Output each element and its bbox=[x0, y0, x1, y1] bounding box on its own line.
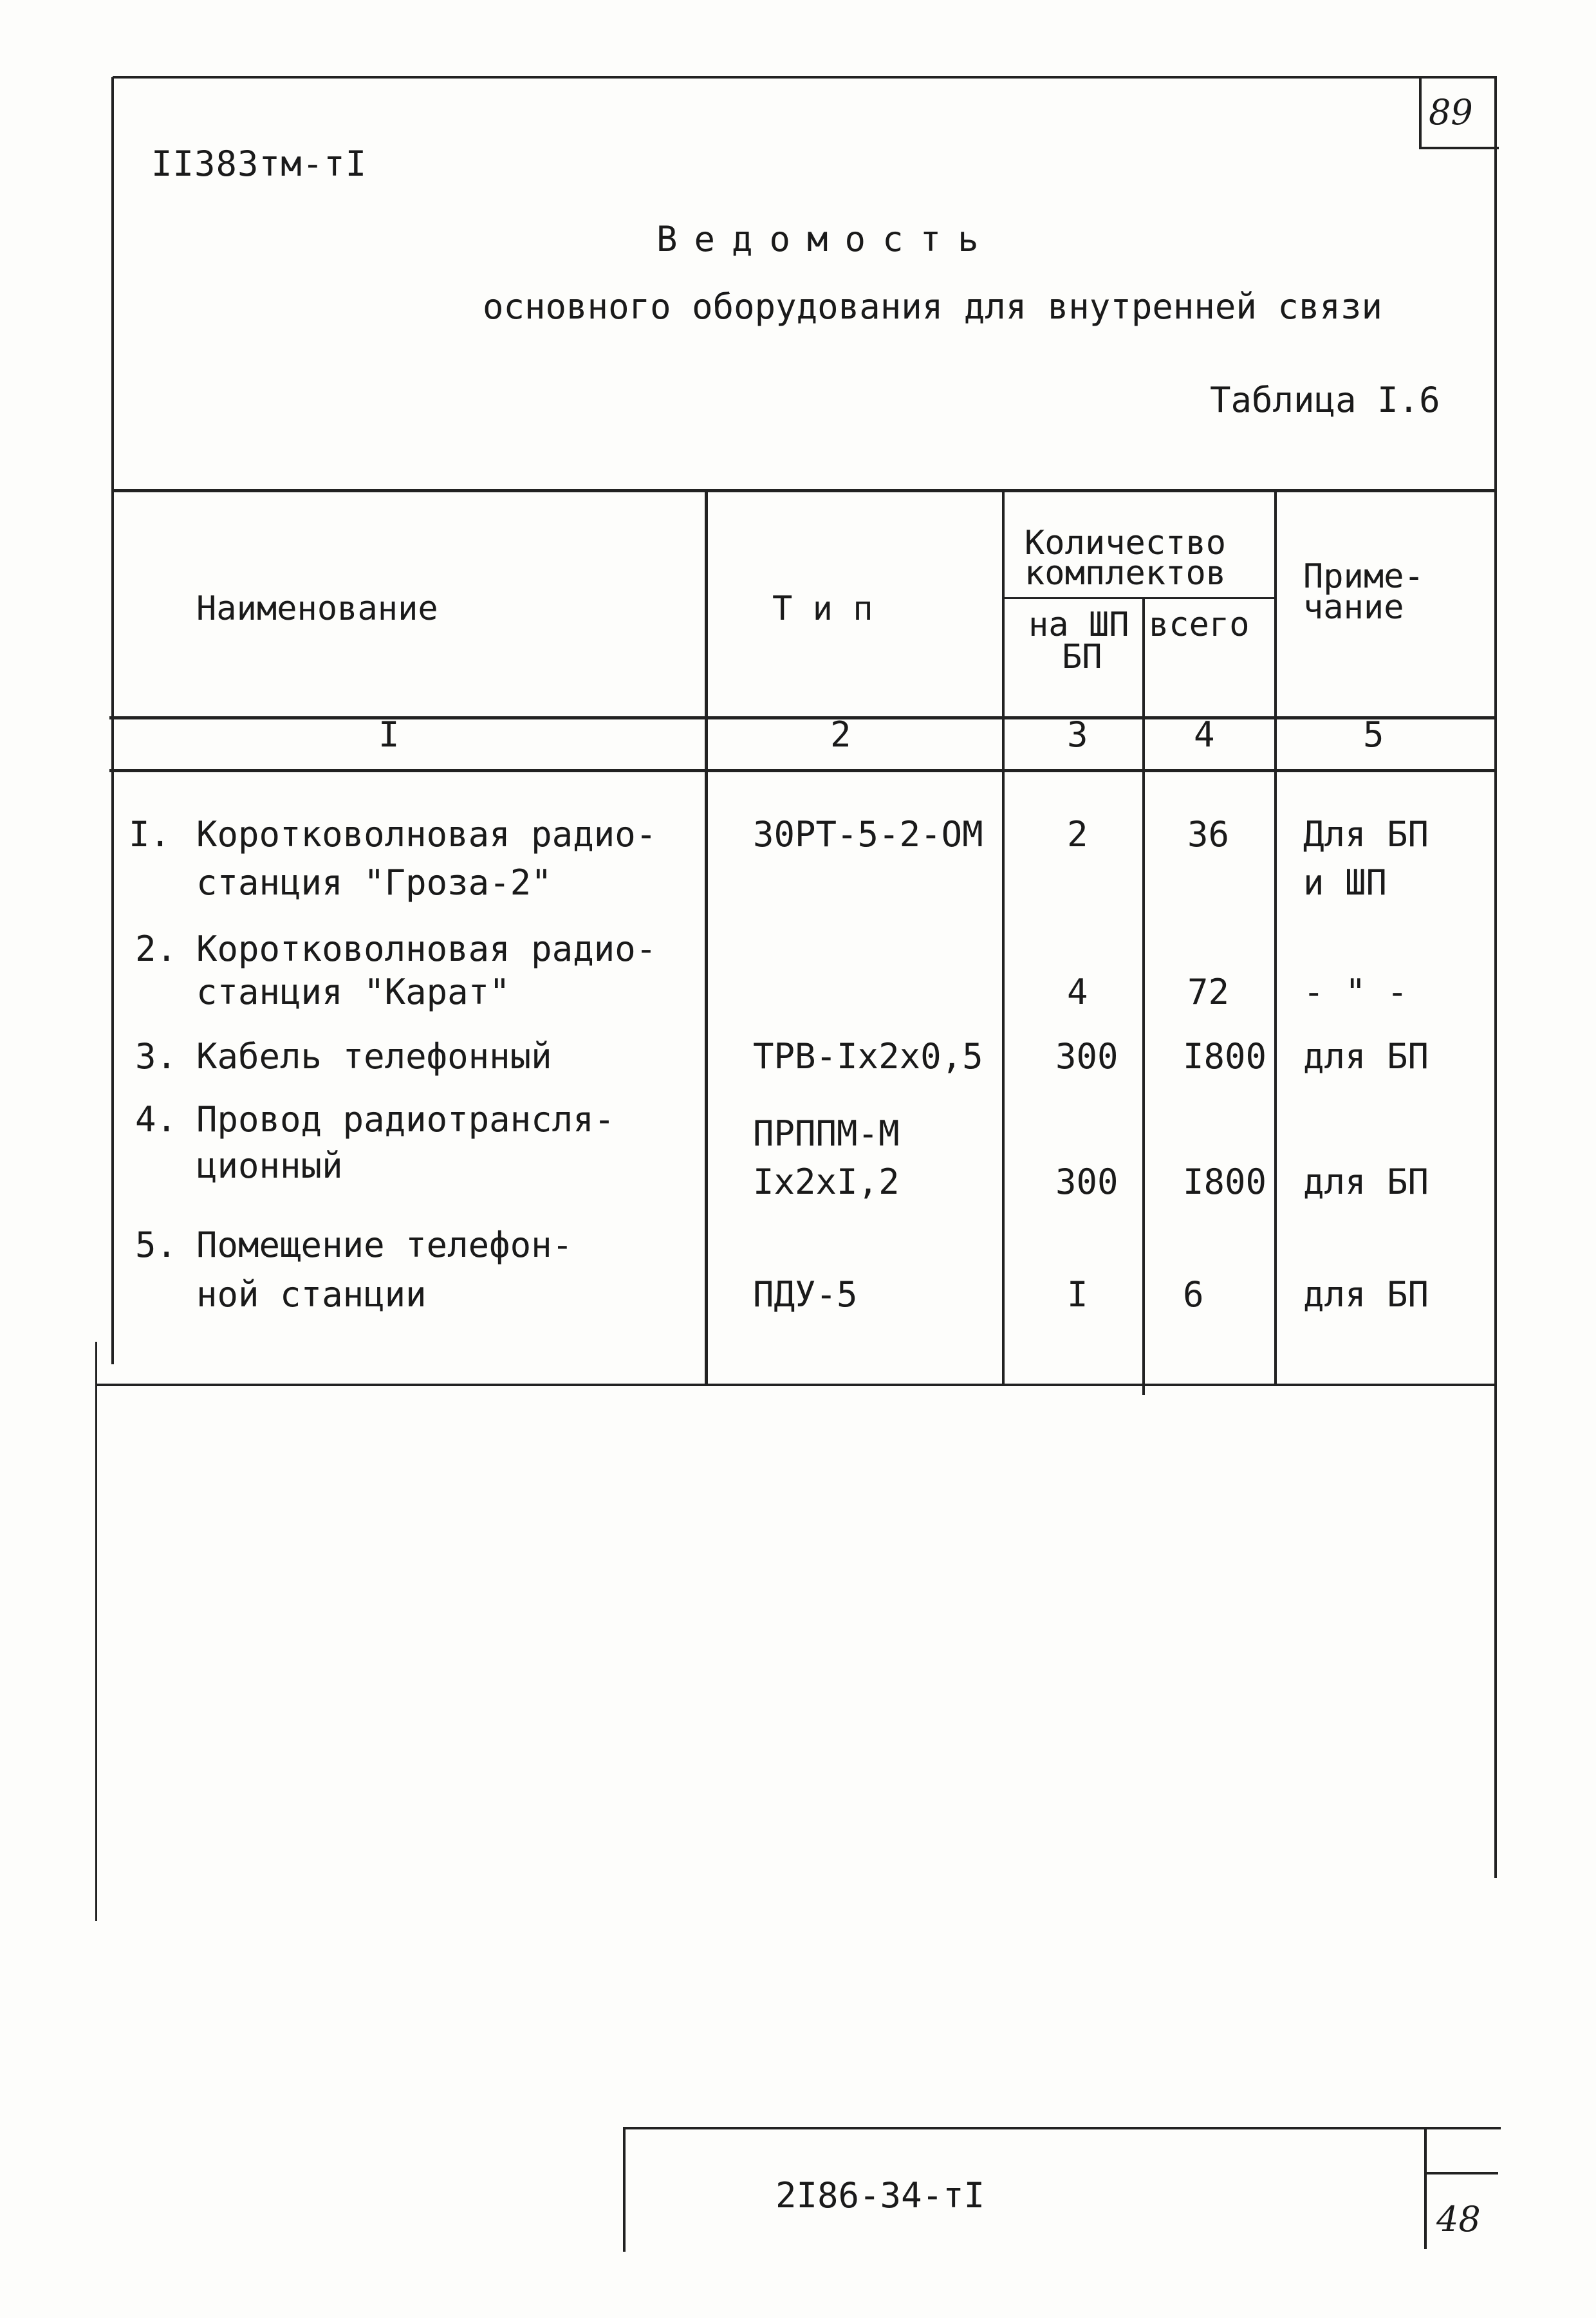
document-title: Ведомость bbox=[656, 219, 996, 259]
column-number-4: 4 bbox=[1194, 714, 1215, 755]
row-number: 3. bbox=[135, 1036, 178, 1077]
stamp-divider bbox=[1424, 2127, 1427, 2249]
column-number-3: 3 bbox=[1067, 714, 1088, 755]
column-number-5: 5 bbox=[1363, 714, 1384, 755]
header-type: Т и п bbox=[772, 589, 873, 628]
header-qty-total: всего bbox=[1149, 606, 1250, 644]
row-note-line2: и ШП bbox=[1303, 862, 1387, 903]
row-qty-total: I800 bbox=[1183, 1036, 1267, 1077]
stamp-page-number: 48 bbox=[1436, 2199, 1481, 2239]
row-note-line1: - " - bbox=[1303, 972, 1408, 1012]
frame-top-line bbox=[113, 76, 1496, 79]
col-divider-2 bbox=[1002, 489, 1005, 1385]
header-qty-per-line2: БП bbox=[1062, 638, 1102, 676]
row-type-line1: ПРППМ-М bbox=[753, 1113, 900, 1154]
row-qty-total: 72 bbox=[1187, 972, 1230, 1012]
stamp-box bbox=[623, 2127, 1501, 2252]
row-name-line2: станция "Карат" bbox=[196, 972, 510, 1012]
row-qty-per: 4 bbox=[1067, 972, 1088, 1012]
frame-left-line bbox=[111, 77, 114, 1364]
row-number: 5. bbox=[135, 1225, 178, 1265]
row-qty-per: 2 bbox=[1067, 814, 1088, 855]
col-divider-4 bbox=[1274, 489, 1277, 1385]
header-note-line2: чание bbox=[1303, 588, 1404, 627]
row-qty-total: I800 bbox=[1183, 1162, 1267, 1202]
header-qty-line1: Количество bbox=[1025, 524, 1227, 562]
table-bottom-line bbox=[97, 1384, 1496, 1386]
stamp-document-code: 2I86-34-тI bbox=[775, 2175, 985, 2216]
colnum-bottom-line bbox=[109, 769, 1496, 772]
header-note-line1: Приме- bbox=[1303, 557, 1424, 596]
row-name-line1: Коротковолновая радио- bbox=[196, 929, 657, 969]
header-name: Наименование bbox=[196, 589, 438, 628]
header-bottom-line bbox=[109, 716, 1496, 719]
row-name-line2: ной станции bbox=[196, 1274, 427, 1315]
row-name-line1: Коротковолновая радио- bbox=[196, 814, 657, 855]
row-number: 2. bbox=[135, 929, 178, 969]
row-qty-total: 36 bbox=[1187, 814, 1230, 855]
col-divider-3 bbox=[1142, 597, 1145, 1395]
row-note-line1: для БП bbox=[1303, 1274, 1429, 1315]
table-top-line bbox=[113, 489, 1496, 492]
col-divider-1 bbox=[705, 489, 708, 1385]
column-number-1: I bbox=[378, 714, 400, 755]
frame-right-line bbox=[1494, 76, 1497, 1878]
row-type-line1: ТРВ-Iх2х0,5 bbox=[753, 1036, 983, 1077]
header-qty-per-line1: на ШП bbox=[1028, 606, 1129, 644]
row-type-line1: 30РТ-5-2-ОМ bbox=[753, 814, 983, 855]
row-note-line1: для БП bbox=[1303, 1162, 1429, 1202]
table-label: Таблица I.6 bbox=[1210, 380, 1440, 420]
row-name-line1: Кабель телефонный bbox=[196, 1036, 552, 1077]
header-qty-line2: комплектов bbox=[1025, 554, 1227, 593]
row-note-line1: Для БП bbox=[1303, 814, 1429, 855]
row-qty-total: 6 bbox=[1183, 1274, 1204, 1315]
row-name-line2: станция "Гроза-2" bbox=[196, 862, 552, 903]
document-code: II383тм-тI bbox=[151, 144, 367, 184]
row-qty-per: 300 bbox=[1055, 1162, 1118, 1202]
left-margin-line bbox=[95, 1342, 97, 1921]
row-name-line2: ционный bbox=[196, 1145, 343, 1186]
row-number: I. bbox=[129, 814, 171, 855]
row-name-line1: Провод радиотрансля- bbox=[196, 1099, 615, 1140]
row-number: 4. bbox=[135, 1099, 178, 1140]
column-number-2: 2 bbox=[830, 714, 851, 755]
stamp-page-divider bbox=[1424, 2172, 1498, 2174]
row-type-line1: ПДУ-5 bbox=[753, 1274, 858, 1315]
row-qty-per: 300 bbox=[1055, 1036, 1118, 1077]
row-type-line2: Iх2хI,2 bbox=[753, 1162, 900, 1202]
row-name-line1: Помещение телефон- bbox=[196, 1225, 573, 1265]
row-note-line1: для БП bbox=[1303, 1036, 1429, 1077]
qty-header-divider bbox=[1004, 597, 1274, 599]
page-number-top: 89 bbox=[1429, 92, 1473, 133]
row-qty-per: I bbox=[1067, 1274, 1088, 1315]
document-subtitle: основного оборудования для внутренней связи bbox=[483, 286, 1382, 327]
